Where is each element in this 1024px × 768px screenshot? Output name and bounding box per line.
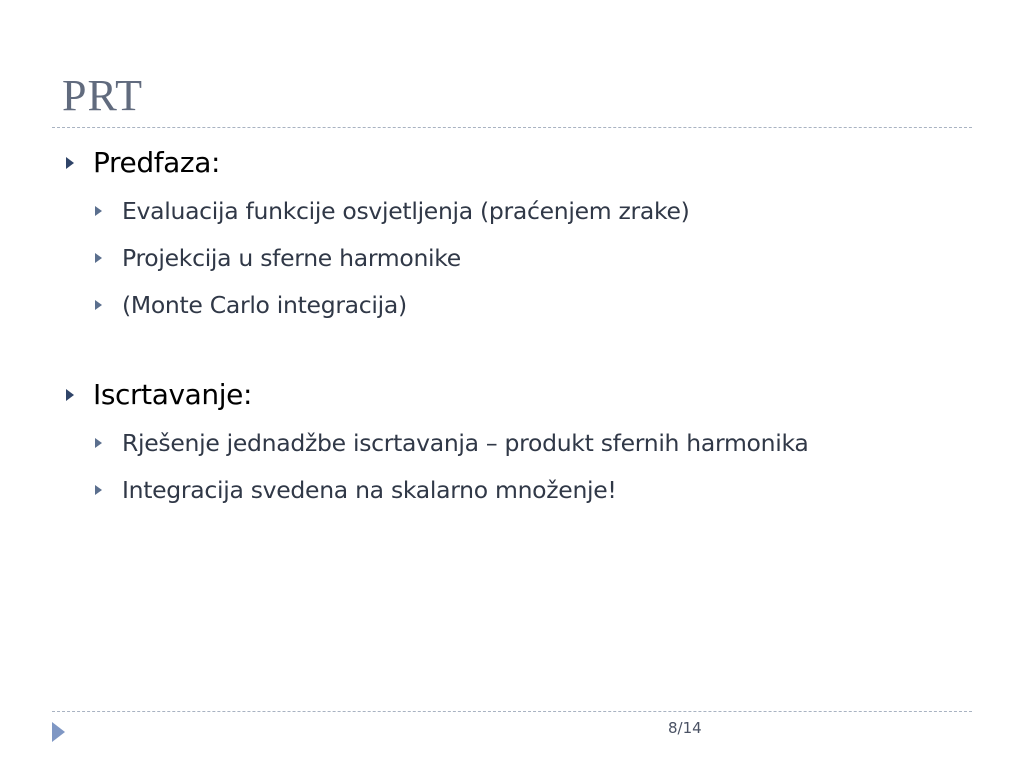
title-divider [52, 127, 972, 128]
sub-bullet-arrow-icon [95, 206, 102, 216]
page-number: 8/14 [668, 719, 702, 737]
sub-bullet-arrow-icon [95, 253, 102, 263]
footer-triangle-icon [52, 722, 65, 742]
section-heading: Predfaza: [93, 146, 220, 179]
sub-bullet-text: Rješenje jednadžbe iscrtavanja – produkt sfernih harmonika [122, 429, 809, 457]
sub-bullet [95, 476, 617, 504]
footer-divider [52, 711, 972, 712]
sub-bullet [95, 244, 461, 272]
sub-bullet-arrow-icon [95, 485, 102, 495]
sub-bullet-arrow-icon [95, 300, 102, 310]
sub-bullet [95, 429, 808, 457]
sub-bullet-text: (Monte Carlo integracija) [122, 291, 407, 319]
sub-bullet-text: Integracija svedena na skalarno množenje! [122, 476, 617, 504]
bullet-arrow-icon [66, 157, 74, 169]
slide-title: PRT [62, 71, 144, 120]
sub-bullet-arrow-icon [95, 438, 102, 448]
sub-bullet-text: Projekcija u sferne harmonike [122, 244, 461, 272]
sub-bullet [95, 291, 407, 319]
bullet-arrow-icon [66, 389, 74, 401]
section-heading: Iscrtavanje: [93, 378, 253, 411]
sub-bullet [95, 197, 690, 225]
sub-bullet-text: Evaluacija funkcije osvjetljenja (praćenjem zrake) [122, 197, 690, 225]
bullet-predfaza [66, 146, 220, 179]
bullet-iscrtavanje [66, 378, 252, 411]
